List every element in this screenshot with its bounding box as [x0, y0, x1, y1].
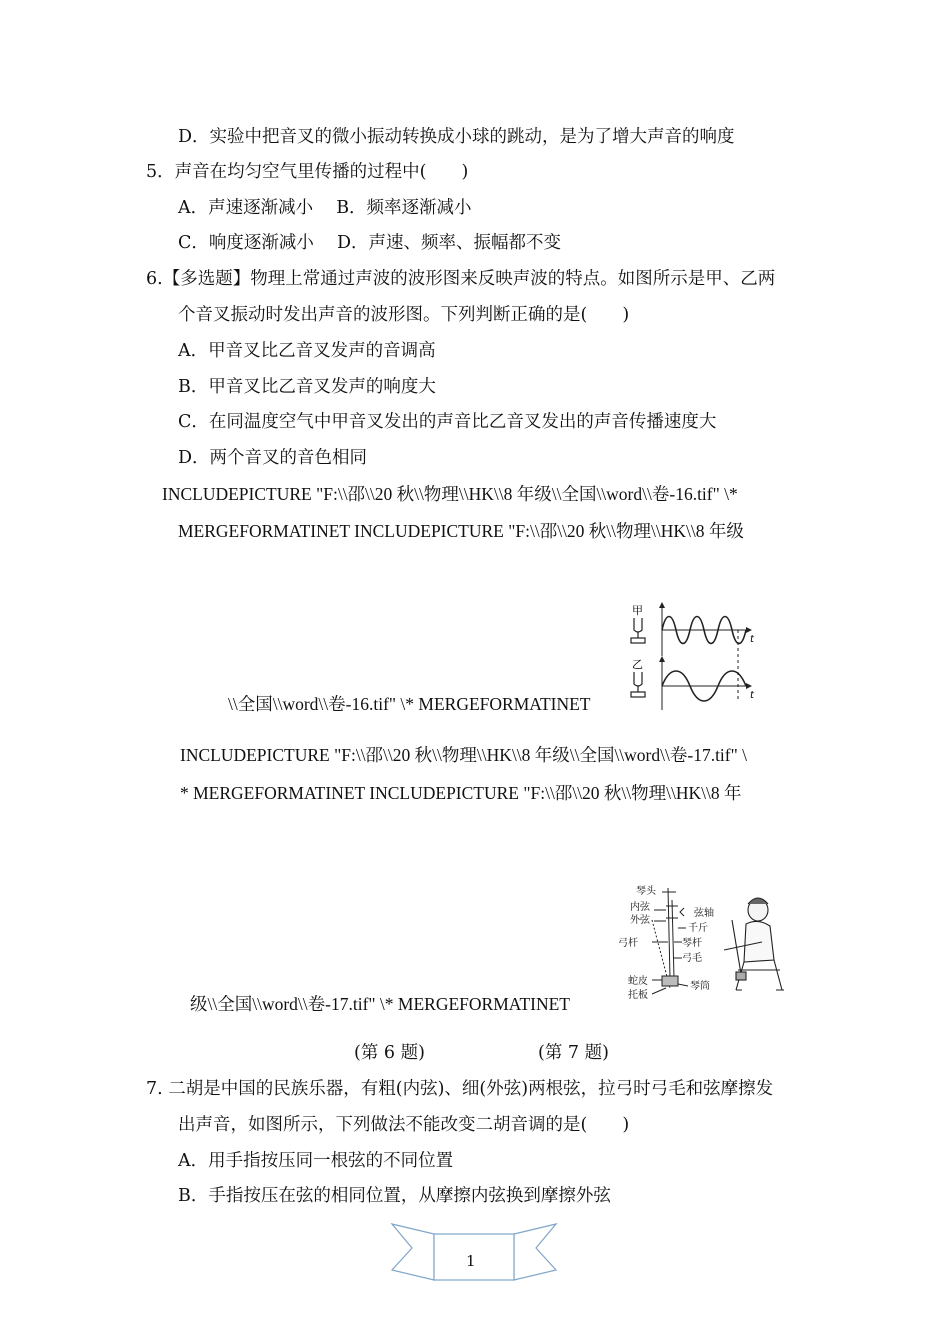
q5-options-cd: C．响度逐渐减小 D．声速、频率、振幅都不变 — [178, 233, 561, 253]
q6-option-d: D．两个音叉的音色相同 — [178, 448, 368, 468]
field-code-1-line3: \\全国\\word\\卷-16.tif" \* MERGEFORMATINET — [228, 694, 591, 714]
label-qianjin: 千斤 — [688, 923, 708, 934]
label-qintou: 琴头 — [636, 886, 656, 897]
label-neixian: 内弦 — [630, 902, 650, 913]
tuning-fork-yi-icon — [631, 672, 645, 697]
q6-option-a: A．甲音叉比乙音叉发声的音调高 — [178, 341, 436, 361]
q5-stem: 5．声音在均匀空气里传播的过程中( ) — [146, 162, 469, 182]
erhu-player-icon — [724, 898, 784, 990]
tuning-fork-jia-icon — [631, 618, 645, 643]
axis-t-yi: t — [750, 690, 754, 701]
q6-option-c: C．在同温度空气中甲音叉发出的声音比乙音叉发出的声音传播速度大 — [178, 412, 717, 432]
field-code-1-line1: INCLUDEPICTURE "F:\\邵\\20 秋\\物理\\HK\\8 年级\\全国\\word\\卷-16.tif" \* — [162, 484, 738, 504]
field-code-1-line2: MERGEFORMATINET INCLUDEPICTURE "F:\\邵\\20 秋\\物理\\HK\\8 年级 — [178, 521, 744, 541]
q6-option-b: B．甲音叉比乙音叉发声的响度大 — [178, 377, 436, 397]
q6-stem-line2: 个音叉振动时发出声音的波形图。下列判断正确的是( ) — [178, 305, 630, 325]
q6-stem-line1: 6.【多选题】物理上常通过声波的波形图来反映声波的特点。如图所示是甲、乙两 — [146, 269, 776, 289]
label-qingan: 琴杆 — [682, 938, 702, 949]
caption-figure-6: (第 6 题) — [354, 1043, 425, 1063]
axis-t-jia: t — [750, 634, 754, 645]
q7-stem-line2: 出声音，如图所示，下列做法不能改变二胡音调的是( ) — [178, 1115, 630, 1135]
label-jia: 甲 — [632, 604, 643, 617]
label-gongmao: 弓毛 — [682, 953, 702, 964]
label-xianzhou: 弦轴 — [694, 908, 714, 919]
field-code-2-line2: * MERGEFORMATINET INCLUDEPICTURE "F:\\邵\\20 秋\\物理\\HK\\8 年 — [180, 783, 742, 803]
waveform-figure — [626, 600, 762, 712]
label-shepi: 蛇皮 — [628, 976, 648, 987]
label-gonggan: 弓杆 — [618, 938, 638, 949]
q5-options-ab: A．声速逐渐减小 B．频率逐渐减小 — [178, 198, 472, 218]
field-code-2-line1: INCLUDEPICTURE "F:\\邵\\20 秋\\物理\\HK\\8 年级\\全国\\word\\卷-17.tif" \ — [180, 745, 747, 765]
erhu-figure — [612, 880, 796, 1006]
label-yi: 乙 — [632, 658, 643, 671]
label-waixian: 外弦 — [630, 915, 650, 926]
label-qintong: 琴筒 — [690, 981, 710, 992]
field-code-2-line3: 级\\全国\\word\\卷-17.tif" \* MERGEFORMATINET — [190, 994, 570, 1014]
q7-option-a: A．用手指按压同一根弦的不同位置 — [178, 1151, 454, 1171]
q7-stem-line1: 7. 二胡是中国的民族乐器，有粗(内弦)、细(外弦)两根弦，拉弓时弓毛和弦摩擦发 — [146, 1079, 774, 1099]
page-number: 1 — [466, 1252, 476, 1270]
q7-option-b: B．手指按压在弦的相同位置，从摩擦内弦换到摩擦外弦 — [178, 1186, 611, 1206]
q4-option-d: D．实验中把音叉的微小振动转换成小球的跳动，是为了增大声音的响度 — [178, 127, 735, 147]
caption-figure-7: (第 7 题) — [538, 1043, 609, 1063]
label-tuoban: 托板 — [628, 990, 648, 1001]
